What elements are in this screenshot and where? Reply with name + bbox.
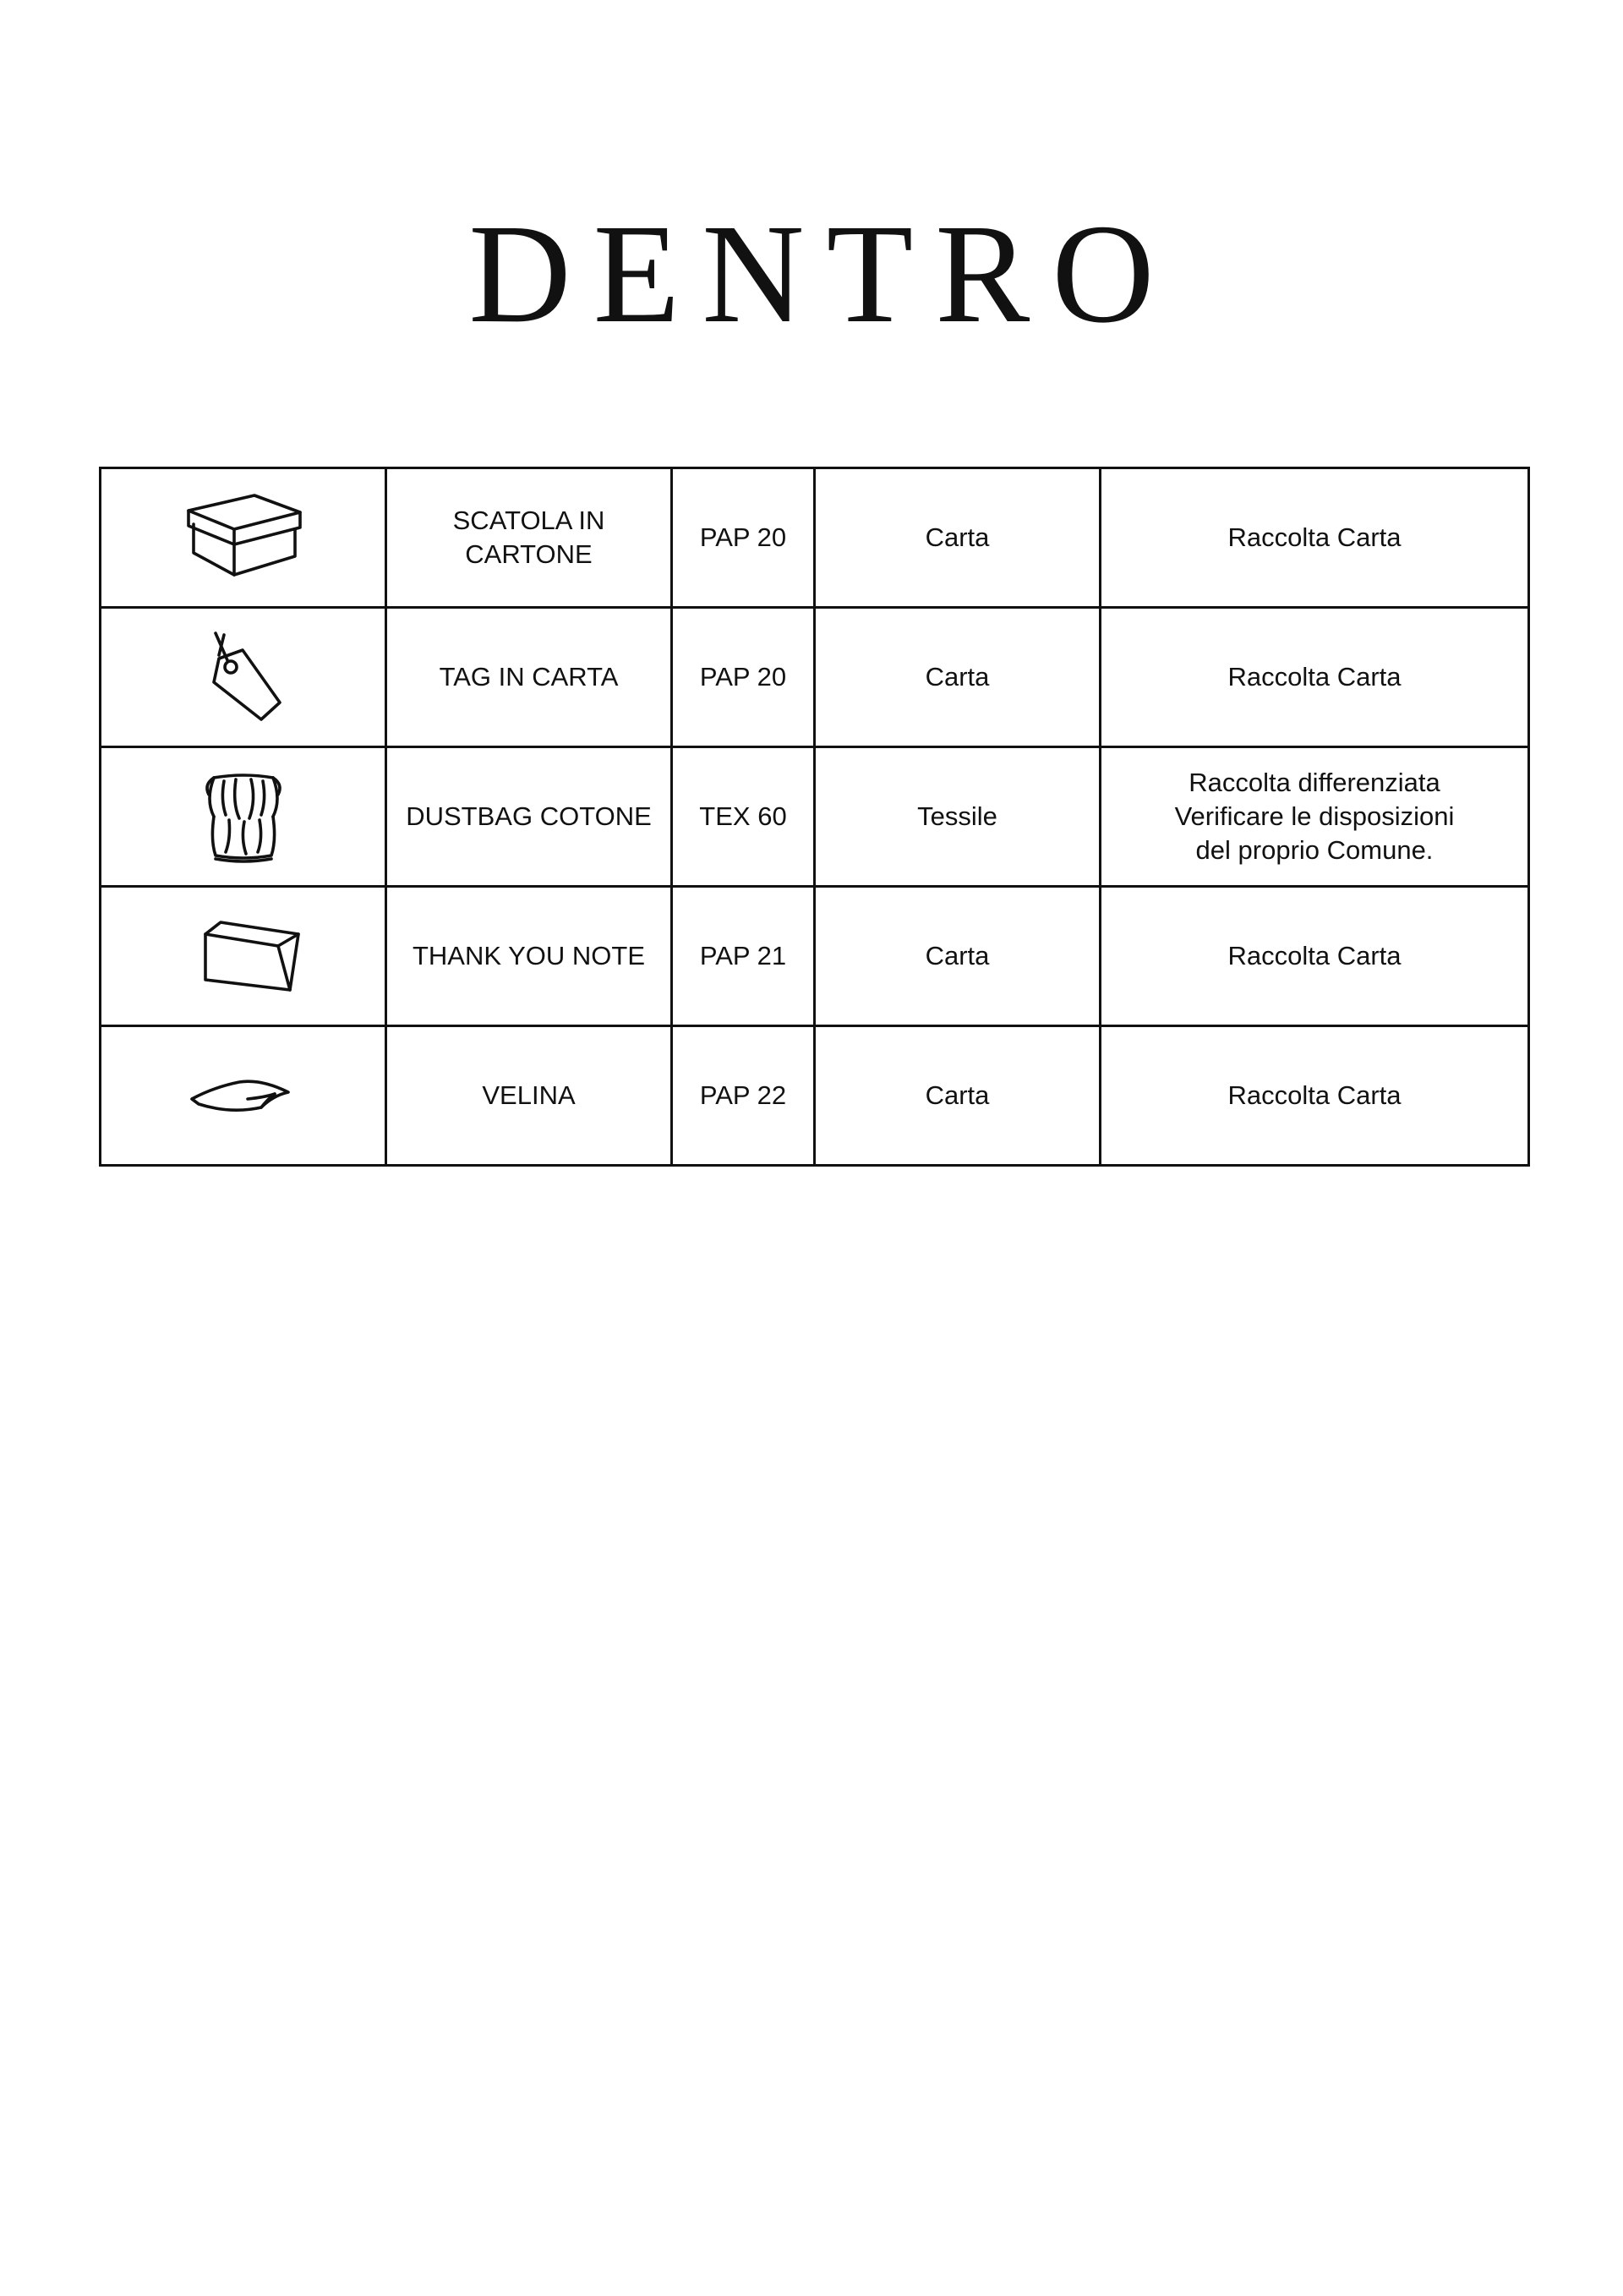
page-title: DENTRO (468, 195, 1177, 353)
icon-cell (101, 1026, 386, 1166)
item-material: Tessile (815, 747, 1101, 887)
table-row (101, 468, 1529, 608)
table-row (101, 1026, 1529, 1166)
disposal-line: Raccolta Carta (1227, 661, 1402, 692)
disposal-line: Raccolta Carta (1227, 1080, 1402, 1110)
icon-cell (101, 608, 386, 747)
icon-cell (101, 747, 386, 887)
item-disposal (1101, 887, 1529, 1026)
disposal-line: del proprio Comune. (1195, 835, 1434, 866)
item-name: VELINA (386, 1026, 672, 1166)
item-code: PAP 21 (672, 887, 815, 1026)
packaging-disposal-table (99, 467, 1530, 1167)
item-material: Carta (815, 608, 1101, 747)
tag-icon (180, 626, 307, 728)
item-name: SCATOLA IN CARTONE (386, 468, 672, 608)
item-material: Carta (815, 1026, 1101, 1166)
item-name: DUSTBAG COTONE (386, 747, 672, 887)
table-row (101, 887, 1529, 1026)
item-material: Carta (815, 887, 1101, 1026)
item-name: TAG IN CARTA (386, 608, 672, 747)
tissue-paper-icon (180, 1045, 307, 1146)
item-disposal (1101, 468, 1529, 608)
icon-cell (101, 468, 386, 608)
icon-cell (101, 887, 386, 1026)
disposal-line: Raccolta differenziata (1189, 767, 1440, 797)
item-name: THANK YOU NOTE (386, 887, 672, 1026)
dustbag-icon (180, 766, 307, 867)
item-code: PAP 20 (672, 468, 815, 608)
table-row (101, 608, 1529, 747)
item-disposal (1101, 1026, 1529, 1166)
item-code: PAP 20 (672, 608, 815, 747)
disposal-line: Raccolta Carta (1227, 940, 1402, 970)
item-code: TEX 60 (672, 747, 815, 887)
disposal-line: Raccolta Carta (1227, 522, 1402, 552)
item-disposal (1101, 747, 1529, 887)
item-material: Carta (815, 468, 1101, 608)
item-disposal (1101, 608, 1529, 747)
item-code: PAP 22 (672, 1026, 815, 1166)
box-icon (180, 487, 307, 588)
disposal-line: Verificare le disposizioni (1174, 801, 1455, 831)
envelope-icon (180, 905, 307, 1007)
table-row (101, 747, 1529, 887)
